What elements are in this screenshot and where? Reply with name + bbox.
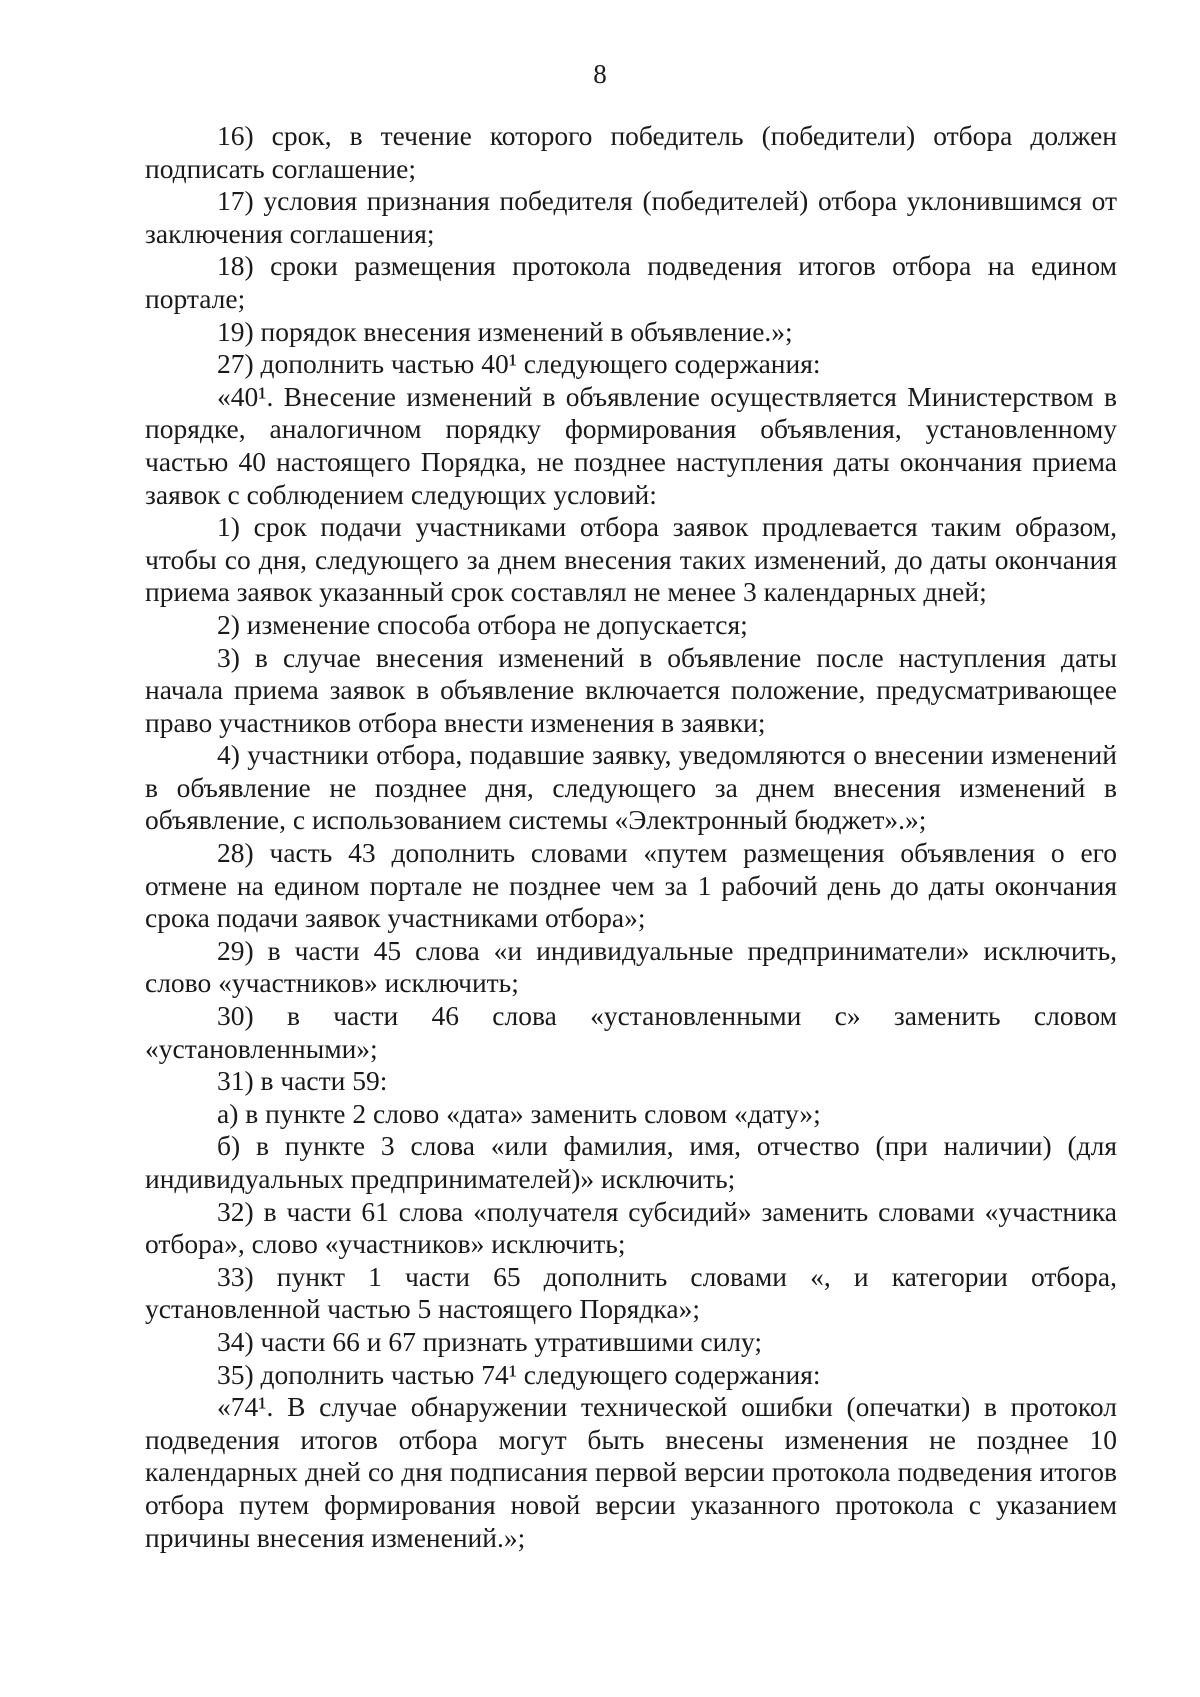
paragraph-amendment-32: 32) в части 61 слова «получателя субсидий» заменить словами «участника отбора», слово «участников» исключить; xyxy=(145,1195,1117,1260)
paragraph-part-74-1: «74¹. В случае обнаружении технической ошибки (опечатки) в протокол подведения итогов отбора могут быть внесены изменения не позднее 10 календарных дней со дня подписания первой версии протокола подведения итогов отбора путем формирования новой версии указанного протокола с указанием причины внесения изменений.»; xyxy=(145,1391,1117,1553)
page-number: 8 xyxy=(593,59,607,89)
paragraph-amendment-34: 34) части 66 и 67 признать утратившими силу; xyxy=(217,1325,763,1357)
paragraph-item-18: 18) сроки размещения протокола подведения итогов отбора на едином портале; xyxy=(145,250,1117,314)
paragraph-subitem-b: б) в пункте 3 слова «или фамилия, имя, отчество (при наличии) (для индивидуальных предпринимателей)» исключить; xyxy=(145,1130,1117,1194)
paragraph-condition-2: 2) изменение способа отбора не допускается; xyxy=(217,608,748,640)
paragraph-item-17: 17) условия признания победителя (победителей) отбора уклонившимся от заключения соглашения; xyxy=(145,185,1117,249)
paragraph-part-40-1: «40¹. Внесение изменений в объявление осуществляется Министерством в порядке, аналогичном порядку формирования объявления, установленному частью 40 настоящего Порядка, не позднее наступления даты окончания приема заявок с соблюдением следующих условий: xyxy=(145,380,1117,510)
paragraph-item-16: 16) срок, в течение которого победитель (победители) отбора должен подписать соглашение; xyxy=(145,120,1117,184)
paragraph-subitem-a: а) в пункте 2 слово «дата» заменить словом «дату»; xyxy=(217,1097,821,1129)
paragraph-amendment-33: 33) пункт 1 части 65 дополнить словами «, и категории отбора, установленной частью 5 настоящего Порядка»; xyxy=(145,1260,1117,1325)
document-body xyxy=(145,120,1117,1554)
paragraph-amendment-28: 28) часть 43 дополнить словами «путем размещения объявления о его отмене на едином портале не позднее чем за 1 рабочий день до даты окончания срока подачи заявок участниками отбора»; xyxy=(145,837,1117,934)
paragraph-amendment-29: 29) в части 45 слова «и индивидуальные предприниматели» исключить, слово «участников» исключить; xyxy=(145,934,1117,999)
paragraph-condition-3: 3) в случае внесения изменений в объявление после наступления даты начала приема заявок в объявление включается положение, предусматривающее право участников отбора внести изменения в заявки; xyxy=(145,641,1117,738)
paragraph-condition-4: 4) участники отбора, подавшие заявку, уведомляются о внесении изменений в объявление не позднее дня, следующего за днем внесения изменений в объявление, с использованием системы «Электронный бюджет».»; xyxy=(145,739,1117,836)
paragraph-condition-1: 1) срок подачи участниками отбора заявок продлевается таким образом, чтобы со дня, следующего за днем внесения таких изменений, до даты окончания приема заявок указанный срок составлял не менее 3 календарных дней; xyxy=(145,511,1117,608)
paragraph-amendment-30: 30) в части 46 слова «установленными с» заменить словом «установленными»; xyxy=(145,1000,1117,1064)
paragraph-amendment-27: 27) дополнить частью 40¹ следующего содержания: xyxy=(217,348,821,380)
paragraph-item-19: 19) порядок внесения изменений в объявление.»; xyxy=(217,315,793,347)
paragraph-amendment-35: 35) дополнить частью 74¹ следующего содержания: xyxy=(217,1358,821,1390)
paragraph-amendment-31: 31) в части 59: xyxy=(217,1065,388,1097)
